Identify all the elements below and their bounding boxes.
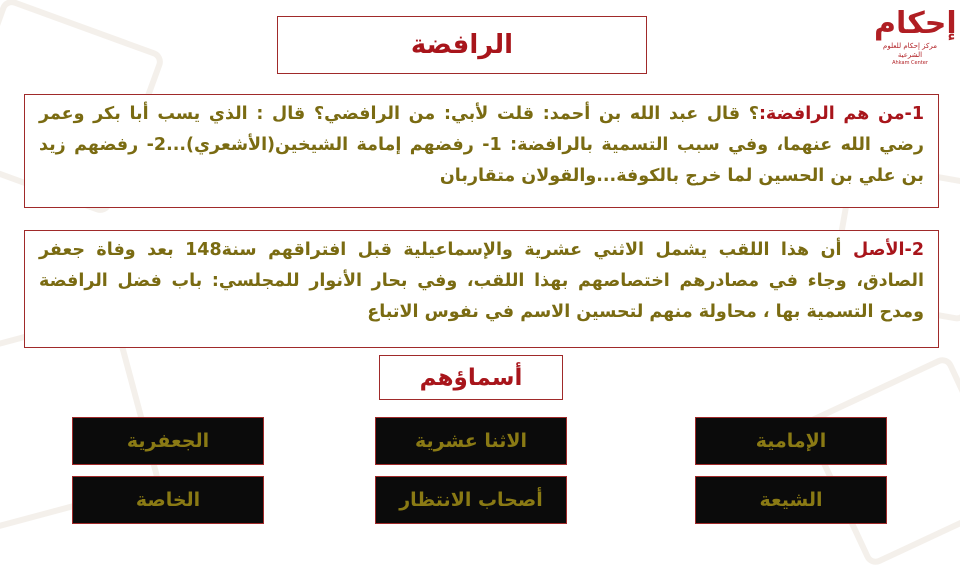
name-button-imamiyya[interactable]: الإمامية bbox=[695, 417, 887, 465]
name-button-ashab-al-intizar[interactable]: أصحاب الانتظار bbox=[375, 476, 567, 524]
name-button-jafariyya[interactable]: الجعفرية bbox=[72, 417, 264, 465]
origin-box bbox=[24, 230, 939, 348]
name-button-shia[interactable]: الشيعة bbox=[695, 476, 887, 524]
definition-lead: 1-من هم الرافضة: bbox=[758, 104, 924, 124]
definition-text: ؟ قال عبد الله بن أحمد: قلت لأبي: من الرافضي؟ قال : الذي يسب أبا بكر وعمر رضي الله عنهما، وفي سبب التسمية بالرافضة: 1- رفضهم إمامة الشيخين(الأشعري)...2- رفضهم زيد بن علي بن الحسين لما خرج بالكوفة...والقولان متقاربان bbox=[39, 104, 924, 186]
slide-title-box bbox=[277, 16, 647, 74]
definition-box bbox=[24, 94, 939, 208]
logo-subtitle: مركز إحكام للعلوم الشرعية bbox=[883, 42, 937, 59]
names-heading: أسماؤهم bbox=[419, 364, 523, 391]
origin-text: أن هذا اللقب يشمل الاثني عشرية والإسماعيلية قبل افتراقهم سنة148 بعد وفاة جعفر الصادق، وجاء في مصادرهم اختصاصهم بهذا اللقب، وفي بحار الأنوار للمجلسي: باب فضل الرافضة ومدح التسمية بها ، محاولة منهم لتحسين الاسم في نفوس الاتباع bbox=[39, 240, 924, 322]
name-button-khassa[interactable]: الخاصة bbox=[72, 476, 264, 524]
origin-lead: 2-الأصل bbox=[853, 240, 925, 260]
logo-mark: إحكام bbox=[874, 6, 957, 41]
brand-logo bbox=[874, 6, 957, 70]
names-heading-box bbox=[379, 355, 563, 400]
logo-tagline: Ahkam Center bbox=[892, 60, 928, 66]
name-button-ithna-ashariyya[interactable]: الاثنا عشرية bbox=[375, 417, 567, 465]
slide-title: الرافضة bbox=[410, 30, 514, 60]
